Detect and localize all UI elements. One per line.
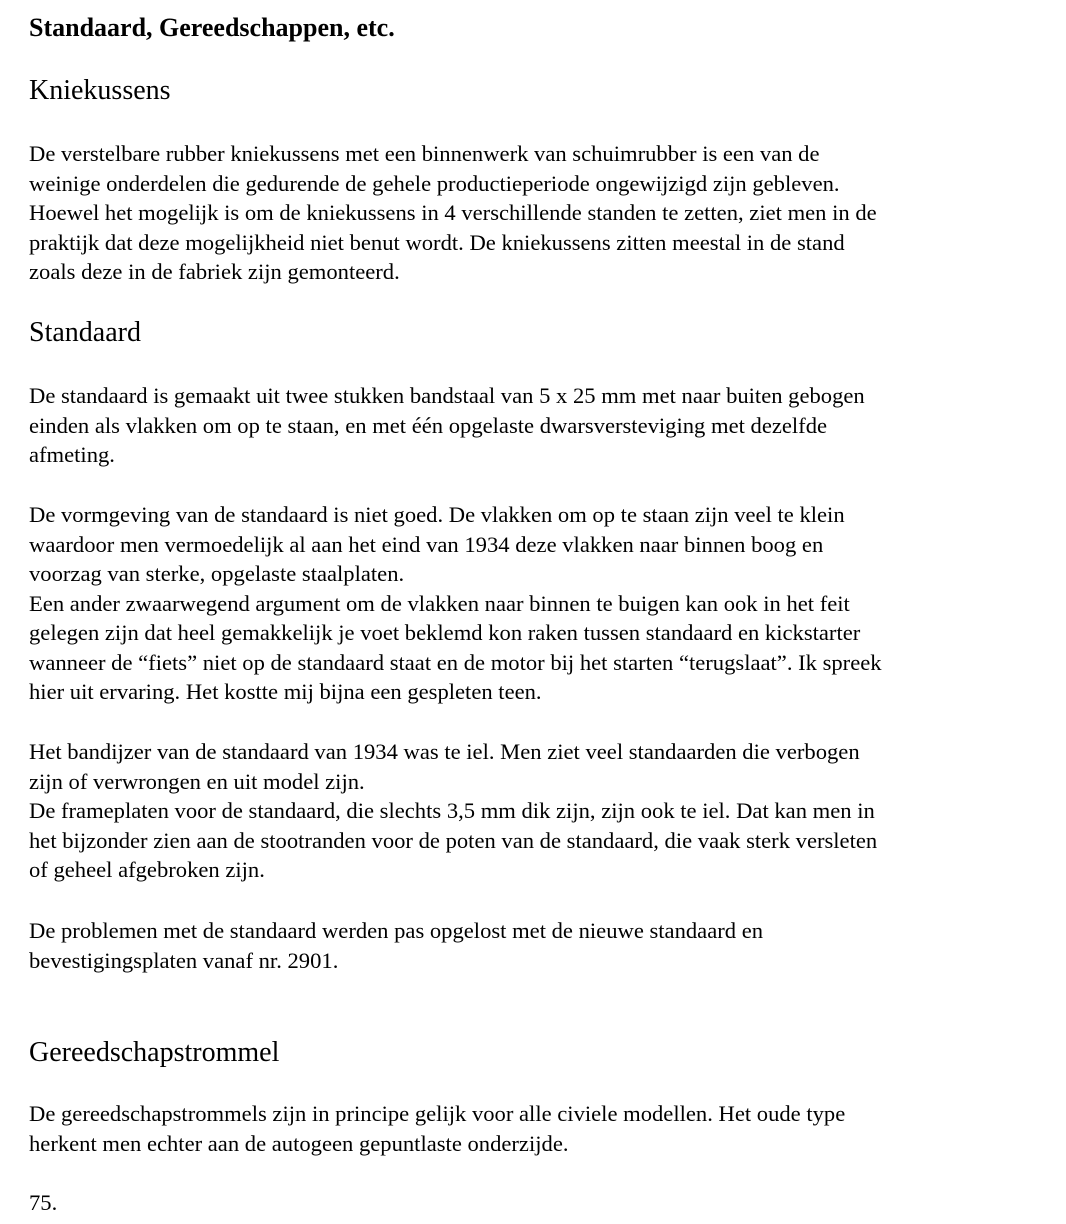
text-line: gelegen zijn dat heel gemakkelijk je voet beklemd kon raken tussen standaard en kickstarter: [29, 620, 861, 645]
paragraph: [29, 381, 865, 470]
section-heading-standaard: Standaard: [29, 317, 141, 348]
text-line: De vormgeving van de standaard is niet goed. De vlakken om op te staan zijn veel te klein: [29, 502, 845, 527]
text-line: afmeting.: [29, 442, 115, 467]
paragraph: [29, 139, 877, 287]
text-line: De frameplaten voor de standaard, die slechts 3,5 mm dik zijn, zijn ook te iel. Dat kan men in: [29, 798, 875, 823]
text-line: bevestigingsplaten vanaf nr. 2901.: [29, 947, 339, 973]
paragraph: [29, 500, 882, 707]
text-line: Een ander zwaarwegend argument om de vlakken naar binnen te buigen kan ook in het feit: [29, 590, 850, 616]
page-number: 75.: [29, 1190, 58, 1215]
text-line: De verstelbare rubber kniekussens met een binnenwerk van schuimrubber is een van de: [29, 141, 820, 166]
text-line: herkent men echter aan de autogeen gepuntlaste onderzijde.: [29, 1130, 569, 1156]
section-heading-kniekussens: Kniekussens: [29, 75, 171, 106]
text-line: wanneer de “fiets” niet op de standaard staat en de motor bij het starten “terugslaat”. Ik spreek: [29, 649, 882, 675]
text-line: De standaard is gemaakt uit twee stukken bandstaal van 5 x 25 mm met naar buiten gebogen: [29, 383, 865, 408]
text-line: De gereedschapstrommels zijn in principe gelijk voor alle civiele modellen. Het oude type: [29, 1101, 846, 1126]
paragraph: [29, 916, 763, 975]
paragraph: [29, 737, 877, 885]
text-line: voorzag van sterke, opgelaste staalplaten.: [29, 561, 405, 586]
text-line: De problemen met de standaard werden pas opgelost met de nieuwe standaard en: [29, 918, 764, 943]
text-line: of geheel afgebroken zijn.: [29, 857, 265, 882]
text-line: praktijk dat deze mogelijkheid niet benut wordt. De kniekussens zitten meestal in de stand: [29, 229, 845, 255]
document-title: Standaard, Gereedschappen, etc.: [29, 13, 395, 42]
paragraph: [29, 1099, 845, 1158]
text-line: waardoor men vermoedelijk al aan het eind van 1934 deze vlakken naar binnen boog en: [29, 531, 824, 557]
text-line: weinige onderdelen die gedurende de gehele productieperiode ongewijzigd zijn gebleven.: [29, 170, 840, 196]
text-line: het bijzonder zien aan de stootranden voor de poten van de standaard, die vaak sterk versleten: [29, 827, 878, 853]
text-line: hier uit ervaring. Het kostte mij bijna een gespleten teen.: [29, 679, 542, 704]
text-line: einden als vlakken om op te staan, en met één opgelaste dwarsversteviging met dezelfde: [29, 412, 828, 438]
section-heading-gereedschapstrommel: Gereedschapstrommel: [29, 1037, 280, 1068]
text-line: Het bandijzer van de standaard van 1934 was te iel. Men ziet veel standaarden die verbogen: [29, 739, 860, 764]
text-line: Hoewel het mogelijk is om de kniekussens in 4 verschillende standen te zetten, ziet men in de: [29, 200, 877, 225]
text-line: zijn of verwrongen en uit model zijn.: [29, 768, 365, 794]
text-line: zoals deze in de fabriek zijn gemonteerd.: [29, 259, 400, 284]
